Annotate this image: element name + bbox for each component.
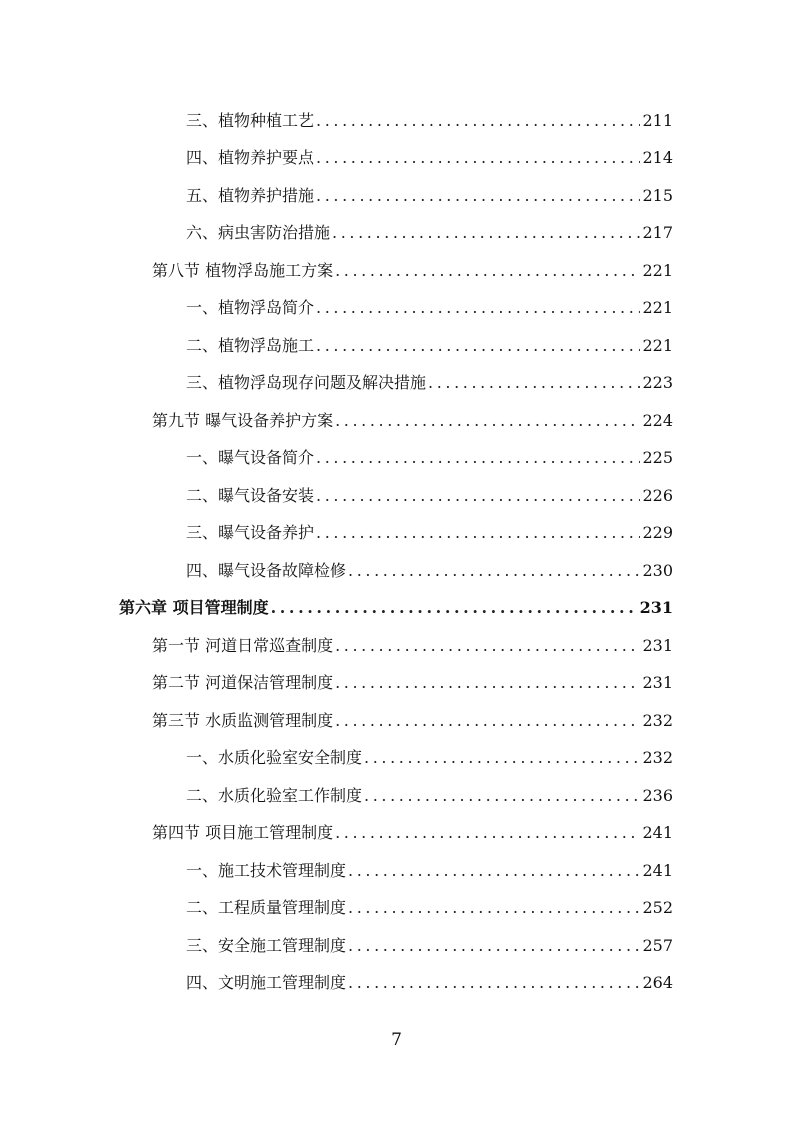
toc-entry[interactable]	[186, 968, 673, 998]
toc-entry[interactable]	[152, 406, 673, 436]
toc-dot-leader	[316, 143, 640, 173]
toc-dot-leader	[335, 256, 640, 286]
toc-entry[interactable]	[152, 256, 673, 286]
toc-entry-title: 第二节 河道保洁管理制度	[152, 673, 334, 692]
toc-entry-title: 四、文明施工管理制度	[186, 973, 347, 992]
toc-entry-page: 226	[642, 486, 673, 505]
toc-dot-leader	[335, 406, 640, 436]
toc-entry-page: 231	[639, 598, 673, 617]
toc-dot-leader	[335, 631, 640, 661]
toc-entry[interactable]	[186, 781, 673, 811]
toc-entry[interactable]	[186, 518, 673, 548]
toc-dot-leader	[271, 593, 638, 623]
toc-entry-page: 221	[642, 261, 673, 280]
toc-entry[interactable]	[186, 331, 673, 361]
toc-dot-leader	[316, 181, 640, 211]
toc-entry-title: 三、曝气设备养护	[186, 523, 315, 542]
toc-entry-title: 二、水质化验室工作制度	[186, 786, 363, 805]
toc-entry[interactable]	[186, 368, 673, 398]
toc-entry[interactable]	[152, 631, 673, 661]
toc-entry-page: 215	[642, 186, 673, 205]
toc-entry[interactable]	[186, 931, 673, 961]
toc-entry-page: 241	[642, 861, 673, 880]
toc-entry[interactable]	[186, 556, 673, 586]
toc-entry-page: 230	[642, 561, 673, 580]
toc-entry-title: 第六章 项目管理制度	[119, 598, 269, 617]
toc-dot-leader	[364, 781, 640, 811]
toc-dot-leader	[348, 968, 640, 998]
toc-entry[interactable]	[186, 893, 673, 923]
toc-dot-leader	[364, 743, 640, 773]
toc-entry-page: 264	[642, 973, 673, 992]
toc-entry-title: 三、安全施工管理制度	[186, 936, 347, 955]
toc-entry-title: 第八节 植物浮岛施工方案	[152, 261, 334, 280]
toc-entry-page: 232	[642, 711, 673, 730]
toc-entry-title: 第三节 水质监测管理制度	[152, 711, 334, 730]
toc-entry-title: 一、曝气设备简介	[186, 448, 315, 467]
toc-dot-leader	[348, 931, 640, 961]
toc-entry-page: 223	[642, 373, 673, 392]
toc-entry[interactable]	[186, 143, 673, 173]
toc-entry-page: 232	[642, 748, 673, 767]
toc-entry[interactable]	[186, 181, 673, 211]
toc-dot-leader	[335, 818, 640, 848]
toc-entry-page: 217	[642, 223, 673, 242]
toc-entry[interactable]	[186, 293, 673, 323]
toc-entry-page: 211	[642, 111, 673, 130]
toc-entry[interactable]	[186, 481, 673, 511]
toc-dot-leader	[348, 893, 640, 923]
toc-entry[interactable]	[186, 218, 673, 248]
page-number: 7	[391, 1030, 402, 1050]
toc-entry[interactable]	[152, 706, 673, 736]
toc-entry-page: 231	[642, 636, 673, 655]
toc-entry-page: 225	[642, 448, 673, 467]
toc-dot-leader	[348, 556, 640, 586]
toc-dot-leader	[316, 331, 640, 361]
toc-entry-page: 214	[642, 148, 673, 167]
toc-entry-title: 一、施工技术管理制度	[186, 861, 347, 880]
toc-chapter-entry[interactable]	[119, 593, 673, 623]
toc-entry-title: 五、植物养护措施	[186, 186, 315, 205]
toc-entry-page: 252	[642, 898, 673, 917]
toc-dot-leader	[316, 481, 640, 511]
toc-entry[interactable]	[186, 443, 673, 473]
toc-dot-leader	[316, 106, 640, 136]
toc-entry-title: 二、工程质量管理制度	[186, 898, 347, 917]
toc-dot-leader	[332, 218, 640, 248]
toc-entry-title: 第一节 河道日常巡查制度	[152, 636, 334, 655]
toc-entry-title: 第九节 曝气设备养护方案	[152, 411, 334, 430]
toc-entry[interactable]	[186, 743, 673, 773]
toc-entry-title: 三、植物浮岛现存问题及解决措施	[186, 373, 427, 392]
toc-dot-leader	[428, 368, 640, 398]
toc-dot-leader	[316, 293, 640, 323]
toc-entry-title: 二、植物浮岛施工	[186, 336, 315, 355]
toc-dot-leader	[335, 668, 640, 698]
toc-entry-page: 231	[642, 673, 673, 692]
toc-entry[interactable]	[186, 106, 673, 136]
toc-entry-title: 四、植物养护要点	[186, 148, 315, 167]
toc-entry-title: 三、植物种植工艺	[186, 111, 315, 130]
toc-entry-page: 241	[642, 823, 673, 842]
toc-entry-title: 二、曝气设备安装	[186, 486, 315, 505]
toc-entry-title: 四、曝气设备故障检修	[186, 561, 347, 580]
toc-entry-page: 221	[642, 298, 673, 317]
toc-entry-page: 229	[642, 523, 673, 542]
toc-entry-title: 一、植物浮岛简介	[186, 298, 315, 317]
toc-entry[interactable]	[152, 668, 673, 698]
toc-entry-title: 第四节 项目施工管理制度	[152, 823, 334, 842]
toc-dot-leader	[316, 518, 640, 548]
toc-entry-page: 236	[642, 786, 673, 805]
toc-entry-title: 一、水质化验室安全制度	[186, 748, 363, 767]
toc-entry-page: 257	[642, 936, 673, 955]
toc-entry-page: 221	[642, 336, 673, 355]
toc-dot-leader	[335, 706, 640, 736]
toc-entry[interactable]	[152, 818, 673, 848]
toc-dot-leader	[348, 856, 640, 886]
toc-dot-leader	[316, 443, 640, 473]
toc-entry[interactable]	[186, 856, 673, 886]
toc-entry-title: 六、病虫害防治措施	[186, 223, 331, 242]
toc-entry-page: 224	[642, 411, 673, 430]
